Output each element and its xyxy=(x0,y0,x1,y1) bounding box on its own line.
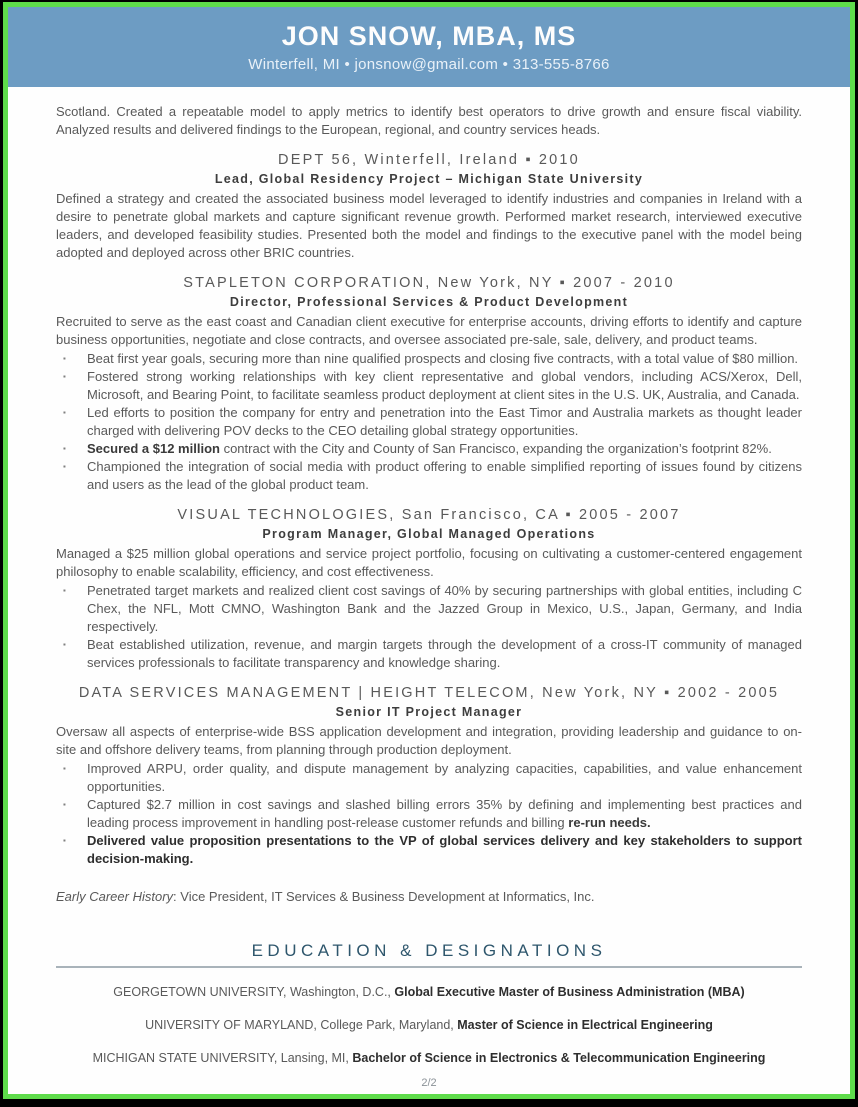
square-bullet-icon: ▪ xyxy=(63,354,66,363)
education-degree: Master of Science in Electrical Engineering xyxy=(457,1018,713,1032)
education-line xyxy=(56,983,802,1001)
bullet-text: Fostered strong working relationships with key client representative and global vendors, including ACS/Xerox, Dell, Microsoft, and Bearing Point, to facilitate seamless product deployment at client sites in the U.S. UK, Australia, and Canada. xyxy=(87,369,802,402)
square-bullet-icon: ▪ xyxy=(63,408,66,417)
education-line xyxy=(56,1049,802,1067)
bullet-item xyxy=(56,796,802,832)
company-heading: STAPLETON CORPORATION, New York, NY ▪ 2007 - 2010 xyxy=(183,275,675,291)
bullet-text: Beat established utilization, revenue, and margin targets through the development of a cross-IT community of managed services professionals to facilitate transparency and knowledge sharing. xyxy=(87,637,802,670)
contact-line: Winterfell, MI • jonsnow@gmail.com • 313-555-8766 xyxy=(248,56,610,73)
company-heading: VISUAL TECHNOLOGIES, San Francisco, CA ▪ 2005 - 2007 xyxy=(177,507,681,523)
square-bullet-icon: ▪ xyxy=(63,764,66,773)
experience-list xyxy=(56,151,802,868)
bullet-text: contract with the City and County of San Francisco, expanding the organization’s footprint 82%. xyxy=(219,441,772,456)
page-number: 2/2 xyxy=(421,1077,437,1089)
experience-section xyxy=(56,506,802,672)
bullet-text: Led efforts to position the company for entry and penetration into the East Timor and Australia markets as thought leader charged with delivering POV decks to the CEO detailing global strategy opportunities. xyxy=(87,405,802,438)
resume-page xyxy=(3,2,855,1099)
job-summary: Recruited to serve as the east coast and Canadian client executive for enterprise accounts, driving efforts to identify and capture business opportunities, negotiate and close contracts, and oversee associated pre-sale, sale, delivery, and product teams. xyxy=(56,314,802,347)
job-title: Lead, Global Residency Project – Michigan State University xyxy=(214,172,644,186)
square-bullet-icon: ▪ xyxy=(63,586,66,595)
bullet-text: Improved ARPU, order quality, and dispute management by analyzing capacities, capabilities, and value enhancement opportunities. xyxy=(87,761,802,794)
education-school: MICHIGAN STATE UNIVERSITY, Lansing, MI, xyxy=(92,1051,353,1065)
bullet-text: Captured $2.7 million in cost savings and slashed billing errors 35% by defining and implementing best practices and leading process improvement in handling post-release customer refunds and billing xyxy=(87,797,802,830)
education-school: GEORGETOWN UNIVERSITY, Washington, D.C., xyxy=(113,985,395,999)
company-heading: DEPT 56, Winterfell, Ireland ▪ 2010 xyxy=(278,152,580,168)
education-list xyxy=(56,983,802,1067)
resume-body xyxy=(8,87,850,1067)
bullet-item xyxy=(56,458,802,494)
job-summary: Oversaw all aspects of enterprise-wide BSS application development and integration, providing leadership and guidance to on-site and offshore delivery teams, from planning through production deployment. xyxy=(56,724,802,757)
job-title: Director, Professional Services & Product Development xyxy=(229,295,629,309)
bullet-item xyxy=(56,832,802,868)
bullet-list xyxy=(56,582,802,672)
bullet-list xyxy=(56,760,802,868)
bullet-text: Penetrated target markets and realized client cost savings of 40% by securing partnerships with global entities, including C Chex, the NFL, Mott CMNO, Washington Bank and the Jazzed Group in Mexico, U.S., Japan, Germany, and India respectively. xyxy=(87,583,802,634)
experience-section xyxy=(56,684,802,868)
bullet-tail-bold: re-run needs. xyxy=(568,815,651,830)
bullet-text: Delivered value proposition presentations to the VP of global services delivery and key stakeholders to support decision-making. xyxy=(87,833,802,866)
early-career-text: : Vice President, IT Services & Business Development at Informatics, Inc. xyxy=(173,889,595,904)
bullet-text: Championed the integration of social media with product offering to enable simplified reporting of issues found by citizens and users as the lead of the global product team. xyxy=(87,459,802,492)
bullet-item xyxy=(56,404,802,440)
education-divider xyxy=(56,966,802,968)
square-bullet-icon: ▪ xyxy=(63,444,66,453)
job-summary: Defined a strategy and created the associated business model leveraged to identify industries and companies in Ireland with a desire to penetrate global markets and capture significant revenue growth. Performed market research, interviewed executive leaders, and developed feasibility studies. Presented both the model and findings to the executive panel with the model being adopted and deployed across other BRIC countries. xyxy=(56,191,802,260)
intro-paragraph: Scotland. Created a repeatable model to apply metrics to identify best operators to drive growth and ensure fiscal viability. Analyzed results and delivered findings to the European, regional, and country services heads. xyxy=(56,104,802,137)
bullet-lead-bold: Secured a $12 million xyxy=(87,441,220,456)
early-career-label: Early Career History xyxy=(56,889,174,904)
education-heading: EDUCATION & DESIGNATIONS xyxy=(251,941,607,960)
candidate-name: JON SNOW, MBA, MS xyxy=(281,21,577,51)
company-heading: DATA SERVICES MANAGEMENT | HEIGHT TELECOM, New York, NY ▪ 2002 - 2005 xyxy=(78,685,780,701)
education-degree: Bachelor of Science in Electronics & Telecommunication Engineering xyxy=(352,1051,766,1065)
bullet-item xyxy=(56,440,802,458)
square-bullet-icon: ▪ xyxy=(63,372,66,381)
square-bullet-icon: ▪ xyxy=(63,836,66,845)
resume-header xyxy=(8,7,850,87)
job-title: Program Manager, Global Managed Operations xyxy=(262,527,596,541)
early-career-line xyxy=(56,888,802,906)
bullet-item xyxy=(56,760,802,796)
square-bullet-icon: ▪ xyxy=(63,800,66,809)
square-bullet-icon: ▪ xyxy=(63,462,66,471)
bullet-text: Beat first year goals, securing more than nine qualified prospects and closing five contracts, with a total value of $80 million. xyxy=(87,351,799,366)
bullet-list xyxy=(56,350,802,494)
education-school: UNIVERSITY OF MARYLAND, College Park, Maryland, xyxy=(145,1018,458,1032)
bullet-item xyxy=(56,350,802,368)
bullet-item xyxy=(56,368,802,404)
bullet-item xyxy=(56,636,802,672)
job-title: Senior IT Project Manager xyxy=(335,705,523,719)
square-bullet-icon: ▪ xyxy=(63,640,66,649)
experience-section xyxy=(56,151,802,262)
education-degree: Global Executive Master of Business Administration (MBA) xyxy=(394,985,745,999)
bullet-item xyxy=(56,582,802,636)
job-summary: Managed a $25 million global operations and service project portfolio, focusing on cultivating a customer-centered engagement philosophy to enable scalability, efficiency, and cost effectiveness. xyxy=(56,546,802,579)
education-line xyxy=(56,1016,802,1034)
experience-section xyxy=(56,274,802,494)
